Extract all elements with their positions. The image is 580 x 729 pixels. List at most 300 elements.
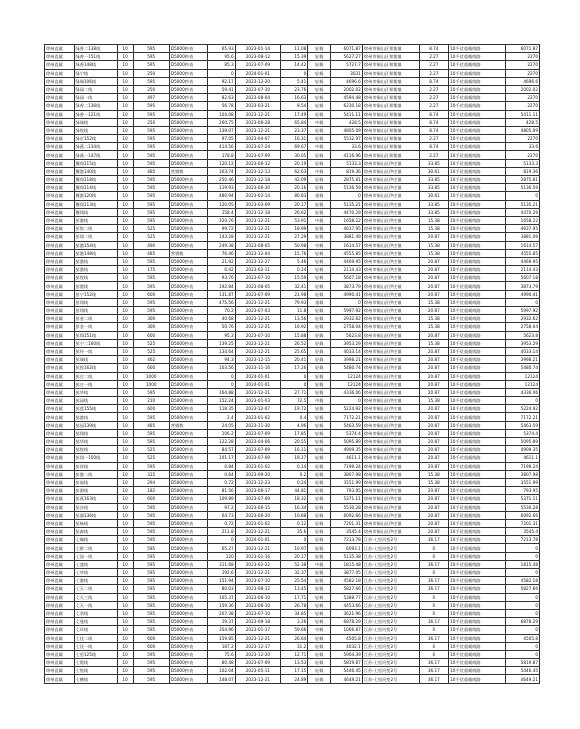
voltage-cell: 10	[117, 650, 133, 658]
source-cell: D5000抄表	[169, 274, 208, 282]
table-row	[45, 438, 540, 446]
date-cell: 2023-01-17	[235, 626, 280, 634]
load-rate-cell: 59.66	[281, 626, 308, 634]
voltage-cell: 10	[117, 176, 133, 184]
open-capacity-cell: 4649.21	[505, 675, 539, 683]
data-table	[44, 44, 540, 684]
source-cell: D5000抄表	[169, 487, 208, 495]
substation-cell: 徐州市铜山区郑集镇	[362, 53, 419, 61]
load-rate-cell: 0.24	[281, 478, 308, 486]
open-capacity-cell: 2270	[505, 135, 539, 143]
available-capacity-cell: 4909.35	[331, 446, 363, 454]
category-cell: 10千伏重载线路	[449, 159, 506, 167]
available-capacity-cell: 3998.21	[331, 356, 363, 364]
open-capacity-cell: 5480.74	[505, 364, 539, 372]
load-rate-cell: 32.41	[281, 282, 308, 290]
max-load-cell: 85.3	[208, 61, 235, 69]
substation-cell: 徐州市铜山区伊庄镇	[362, 282, 419, 290]
unit-cell: 徐州直属	[45, 216, 75, 224]
line-name-cell: 彭港线	[74, 266, 117, 274]
voltage-cell: 10	[117, 528, 133, 536]
unit-cell: 徐州直属	[45, 126, 75, 134]
voltage-cell: 10	[117, 544, 133, 552]
table-row	[45, 249, 540, 257]
max-load-cell: 151.94	[208, 577, 235, 585]
voltage-cell: 10	[117, 298, 133, 306]
open-capacity-cell: 3881.49	[505, 233, 539, 241]
open-capacity-cell: 7201.31	[505, 519, 539, 527]
line-name-cell: 彭源线	[74, 487, 117, 495]
open-capacity-cell: 5136.59	[505, 184, 539, 192]
date-cell: 2023-06-28	[235, 118, 280, 126]
line-name-cell: 七天二线	[74, 585, 117, 593]
table-row	[45, 356, 540, 364]
load-rate-cell: 18.32	[281, 495, 308, 503]
line-name-cell: 鹰翔线	[74, 208, 117, 216]
substation-cell: 徐州市铜山区伊庄镇	[362, 380, 419, 388]
status-cell: 轻载	[308, 323, 331, 331]
category-cell: 10千伏重载线路	[449, 192, 506, 200]
capacity-cell: 525	[133, 339, 169, 347]
category-cell: 10千伏重载线路	[449, 135, 506, 143]
capacity-cell: 600	[133, 642, 169, 650]
category-cell: 10千伏重载线路	[449, 233, 506, 241]
voltage-cell: 10	[117, 274, 133, 282]
category-cell: 10千伏重载线路	[449, 618, 506, 626]
voltage-cell: 10	[117, 118, 133, 126]
open-capacity-cell: 3545.4	[505, 528, 539, 536]
capacity-cell: 595	[133, 413, 169, 421]
substation-margin-cell: 8.74	[419, 45, 449, 53]
open-capacity-cell: 1815.48	[505, 560, 539, 568]
table-row	[45, 143, 540, 151]
table-row	[45, 446, 540, 454]
source-cell: D5000抄表	[169, 307, 208, 315]
table-row	[45, 544, 540, 552]
unit-cell: 徐州直属	[45, 102, 75, 110]
date-cell: 2023-01-14	[235, 45, 280, 53]
open-capacity-cell: 4582.18	[505, 577, 539, 585]
line-name-cell: 彭经一线	[74, 347, 117, 355]
line-name-cell: 彭华线	[74, 438, 117, 446]
substation-margin-cell: 36.17	[419, 675, 449, 683]
source-cell: D5000抄表	[169, 511, 208, 519]
status-cell: 轻载	[308, 364, 331, 372]
substation-cell: 江苏-七里河变2号	[362, 667, 419, 675]
date-cell: 2023-07-03	[235, 307, 280, 315]
substation-cell: 徐州市铜山区伊庄镇	[362, 364, 419, 372]
substation-margin-cell: 15.38	[419, 478, 449, 486]
date-cell: 2023-01-02	[235, 413, 280, 421]
max-load-cell: 97.2	[208, 503, 235, 511]
unit-cell: 徐州直属	[45, 421, 75, 429]
available-capacity-cell: 3873.79	[331, 282, 363, 290]
max-load-cell: 311.68	[208, 560, 235, 568]
voltage-cell: 10	[117, 266, 133, 274]
category-cell: 10千伏重载线路	[449, 323, 506, 331]
available-capacity-cell: 3807.98	[331, 470, 363, 478]
load-rate-cell: 17.26	[281, 364, 308, 372]
table-row	[45, 282, 540, 290]
load-rate-cell: 20.41	[281, 356, 308, 364]
available-capacity-cell: 6230.18	[331, 102, 363, 110]
voltage-cell: 10	[117, 519, 133, 527]
date-cell: 2023-07-10	[235, 609, 280, 617]
max-load-cell: 95.6	[208, 53, 235, 61]
category-cell: 10千伏重载线路	[449, 626, 506, 634]
max-load-cell: 75.6	[208, 650, 235, 658]
open-capacity-cell: 2270	[505, 61, 539, 69]
table-row	[45, 45, 540, 53]
max-load-cell: 102.04	[208, 667, 235, 675]
max-load-cell: 76.46	[208, 249, 235, 257]
substation-cell: 徐州市铜山区伊庄镇	[362, 462, 419, 470]
status-cell: 轻载	[308, 618, 331, 626]
source-cell: D5000抄表	[169, 495, 208, 503]
capacity-cell: 595	[133, 503, 169, 511]
substation-cell: 江苏-七里河变2号	[362, 659, 419, 667]
capacity-cell: 595	[133, 126, 169, 134]
voltage-cell: 10	[117, 307, 133, 315]
status-cell: 轻载	[308, 126, 331, 134]
substation-margin-cell: 15.38	[419, 225, 449, 233]
line-name-cell: 彭沙线	[74, 503, 117, 511]
source-cell: D5000抄表	[169, 118, 208, 126]
open-capacity-cell: 0	[505, 626, 539, 634]
max-load-cell: 158.4	[208, 208, 235, 216]
substation-margin-cell: 0	[419, 552, 449, 560]
available-capacity-cell: 6071.87	[331, 45, 363, 53]
max-load-cell: 70.2	[208, 307, 235, 315]
unit-cell: 徐州直属	[45, 85, 75, 93]
capacity-cell: 595	[133, 45, 169, 53]
open-capacity-cell: 4637.95	[505, 225, 539, 233]
line-name-cell: 彭湖136线	[74, 511, 117, 519]
unit-cell: 徐州直属	[45, 380, 75, 388]
line-name-cell: 彭祥线	[74, 462, 117, 470]
capacity-cell: 600	[133, 495, 169, 503]
capacity-cell: 595	[133, 135, 169, 143]
source-cell: D5000抄表	[169, 135, 208, 143]
voltage-cell: 10	[117, 225, 133, 233]
table-row	[45, 421, 540, 429]
date-cell: 2023-07-09	[235, 446, 280, 454]
substation-margin-cell: 0	[419, 593, 449, 601]
capacity-cell: 595	[133, 593, 169, 601]
category-cell: 10千伏重载线路	[449, 143, 506, 151]
date-cell: 2024-01-01	[235, 372, 280, 380]
table-row	[45, 347, 540, 355]
line-name-cell: 彭金一线	[74, 323, 117, 331]
max-load-cell: 50.76	[208, 323, 235, 331]
open-capacity-cell: 7213.78	[505, 536, 539, 544]
status-cell: 轻载	[308, 282, 331, 290]
substation-margin-cell: 36.17	[419, 659, 449, 667]
load-rate-cell: 0.24	[281, 266, 308, 274]
unit-cell: 徐州直属	[45, 323, 75, 331]
category-cell: 10千伏重载线路	[449, 454, 506, 462]
open-capacity-cell: 6092.66	[505, 511, 539, 519]
available-capacity-cell: 5827.66	[331, 585, 363, 593]
substation-margin-cell: 15.38	[419, 339, 449, 347]
unit-cell: 徐州直属	[45, 167, 75, 175]
unit-cell: 徐州直属	[45, 487, 75, 495]
voltage-cell: 10	[117, 356, 133, 364]
status-cell: 轻载	[308, 413, 331, 421]
line-name-cell: 彭翔151线	[74, 331, 117, 339]
max-load-cell: 139.07	[208, 126, 235, 134]
substation-cell: 徐州市铜山区郑集镇	[362, 143, 419, 151]
open-capacity-cell: 0	[505, 298, 539, 306]
category-cell: 10千伏重载线路	[449, 478, 506, 486]
available-capacity-cell: 793.95	[331, 487, 363, 495]
status-cell: 轻载	[308, 77, 331, 85]
status-cell: 中载	[308, 167, 331, 175]
substation-cell: 徐州市铜山区郑集镇	[362, 110, 419, 118]
capacity-cell: 595	[133, 675, 169, 683]
available-capacity-cell: 7199.24	[331, 462, 363, 470]
max-load-cell: 159.36	[208, 601, 235, 609]
category-cell: 10千伏重载线路	[449, 241, 506, 249]
category-cell: 10千伏重载线路	[449, 593, 506, 601]
line-name-cell: 绿园一线	[74, 94, 117, 102]
load-rate-cell: 3.26	[281, 618, 308, 626]
voltage-cell: 10	[117, 560, 133, 568]
status-cell: 中载	[308, 626, 331, 634]
open-capacity-cell: 0	[505, 397, 539, 405]
line-name-cell: 彭福线	[74, 478, 117, 486]
substation-margin-cell: 20.87	[419, 438, 449, 446]
substation-margin-cell: 20.87	[419, 413, 449, 421]
substation-margin-cell: 33.85	[419, 208, 449, 216]
substation-margin-cell: 33.85	[419, 159, 449, 167]
load-rate-cell: 17.49	[281, 110, 308, 118]
open-capacity-cell: 2270	[505, 102, 539, 110]
unit-cell: 徐州直属	[45, 69, 75, 77]
status-cell: 轻载	[308, 495, 331, 503]
category-cell: 10千伏重载线路	[449, 511, 506, 519]
unit-cell: 徐州直属	[45, 528, 75, 536]
source-cell: D5000抄表	[169, 315, 208, 323]
voltage-cell: 10	[117, 536, 133, 544]
substation-margin-cell: 20.87	[419, 462, 449, 470]
category-cell: 10千伏重载线路	[449, 151, 506, 159]
substation-margin-cell: 2.27	[419, 85, 449, 93]
line-name-cell: 彭悦线	[74, 274, 117, 282]
max-load-cell: 82.63	[208, 94, 235, 102]
unit-cell: 徐州直属	[45, 446, 75, 454]
available-capacity-cell: 4611.1	[331, 454, 363, 462]
available-capacity-cell: 6878.29	[331, 618, 363, 626]
max-load-cell: 134.64	[208, 347, 235, 355]
load-rate-cell: 69.67	[281, 143, 308, 151]
voltage-cell: 10	[117, 372, 133, 380]
table-row	[45, 626, 540, 634]
voltage-cell: 10	[117, 143, 133, 151]
substation-cell: 徐州市铜山区伊庄镇	[362, 356, 419, 364]
source-cell: D5000抄表	[169, 143, 208, 151]
table-row	[45, 609, 540, 617]
line-name-cell: 彭港二线	[74, 470, 117, 478]
unit-cell: 徐州直属	[45, 667, 75, 675]
available-capacity-cell: 2002.02	[331, 85, 363, 93]
substation-cell: 江苏-七里河变2号	[362, 626, 419, 634]
substation-cell: 徐州市铜山区伊庄镇	[362, 331, 419, 339]
unit-cell: 徐州直属	[45, 233, 75, 241]
substation-cell: 徐州市铜山区伊庄镇	[362, 225, 419, 233]
date-cell: 2023-05-11	[235, 667, 280, 675]
status-cell: 轻载	[308, 577, 331, 585]
unit-cell: 徐州直属	[45, 94, 75, 102]
source-cell: D5000抄表	[169, 290, 208, 298]
available-capacity-cell: 2875.81	[331, 176, 363, 184]
load-rate-cell: 0.4	[281, 413, 308, 421]
load-rate-cell: 0.12	[281, 519, 308, 527]
category-cell: 10千伏重载线路	[449, 650, 506, 658]
open-capacity-cell: 1658.22	[505, 216, 539, 224]
table-row	[45, 274, 540, 282]
substation-margin-cell: 0	[419, 609, 449, 617]
source-cell: D5000抄表	[169, 593, 208, 601]
substation-cell: 徐州市铜山区郑集镇	[362, 135, 419, 143]
date-cell: 2023-07-09	[235, 454, 280, 462]
capacity-cell: 485	[133, 167, 169, 175]
available-capacity-cell: 1658.22	[331, 216, 363, 224]
available-capacity-cell: 5727.7	[331, 61, 363, 69]
date-cell: 2023-02-11	[235, 266, 280, 274]
substation-margin-cell: 0	[419, 642, 449, 650]
category-cell: 10千伏重载线路	[449, 577, 506, 585]
date-cell: 2023-12-21	[235, 315, 280, 323]
capacity-cell: 595	[133, 53, 169, 61]
source-cell: D5000抄表	[169, 470, 208, 478]
date-cell: 2024-01-01	[235, 380, 280, 388]
unit-cell: 徐州直属	[45, 560, 75, 568]
load-rate-cell: 31.2	[281, 642, 308, 650]
unit-cell: 徐州直属	[45, 61, 75, 69]
line-name-cell: 彭庄一线	[74, 380, 117, 388]
unit-cell: 徐州直属	[45, 519, 75, 527]
load-rate-cell: 17.71	[281, 593, 308, 601]
max-load-cell: 65.27	[208, 544, 235, 552]
capacity-cell: 595	[133, 282, 169, 290]
load-rate-cell: 50.98	[281, 241, 308, 249]
voltage-cell: 10	[117, 495, 133, 503]
unit-cell: 徐州直属	[45, 511, 75, 519]
capacity-cell: 182	[133, 487, 169, 495]
date-cell: 2023-11-16	[235, 364, 280, 372]
available-capacity-cell: 2758.04	[331, 323, 363, 331]
category-cell: 10千伏重载线路	[449, 659, 506, 667]
open-capacity-cell: 1614.57	[505, 241, 539, 249]
available-capacity-cell: 1066.87	[331, 626, 363, 634]
table-row	[45, 94, 540, 102]
substation-margin-cell: 20.87	[419, 519, 449, 527]
available-capacity-cell: 3953.29	[331, 339, 363, 347]
date-cell: 2023-06-10	[235, 601, 280, 609]
max-load-cell: 164.88	[208, 388, 235, 396]
status-cell: 轻载	[308, 347, 331, 355]
status-cell: 轻载	[308, 94, 331, 102]
capacity-cell: 595	[133, 511, 169, 519]
load-rate-cell: 0	[281, 69, 308, 77]
status-cell: 轻载	[308, 511, 331, 519]
substation-margin-cell: 20.87	[419, 511, 449, 519]
capacity-cell: 595	[133, 528, 169, 536]
status-cell: 轻载	[308, 151, 331, 159]
load-rate-cell: 20.19	[281, 159, 308, 167]
category-cell: 10千伏重载线路	[449, 290, 506, 298]
table-row	[45, 454, 540, 462]
substation-margin-cell: 20.87	[419, 347, 449, 355]
open-capacity-cell: 819.36	[505, 167, 539, 175]
line-name-cell: 彭庄二线	[74, 372, 117, 380]
available-capacity-cell: 7201.31	[331, 519, 363, 527]
source-cell: D5000抄表	[169, 257, 208, 265]
line-name-cell: 七曼线	[74, 618, 117, 626]
category-cell: 10千伏重载线路	[449, 315, 506, 323]
load-rate-cell: 27.71	[281, 388, 308, 396]
substation-cell: 徐州市铜山区伊庄镇	[362, 274, 419, 282]
open-capacity-cell: 0	[505, 569, 539, 577]
substation-cell: 徐州市铜山区伊庄镇	[362, 339, 419, 347]
voltage-cell: 10	[117, 421, 133, 429]
capacity-cell: 462	[133, 356, 169, 364]
capacity-cell: 595	[133, 536, 169, 544]
max-load-cell: 178.8	[208, 151, 235, 159]
open-capacity-cell: 4470.29	[505, 208, 539, 216]
line-name-cell: 彭森线	[74, 528, 117, 536]
substation-cell: 徐州市铜山区郑集镇	[362, 77, 419, 85]
source-cell: D5000抄表	[169, 577, 208, 585]
available-capacity-cell: 33.6	[331, 143, 363, 151]
table-row	[45, 429, 540, 437]
table-row	[45, 257, 540, 265]
date-cell: 2023-07-10	[235, 577, 280, 585]
capacity-cell: 595	[133, 298, 169, 306]
open-capacity-cell: 4505.8	[505, 634, 539, 642]
date-cell: 2023-01-03	[235, 397, 280, 405]
category-cell: 10千伏重载线路	[449, 503, 506, 511]
table-row	[45, 577, 540, 585]
voltage-cell: 10	[117, 184, 133, 192]
source-cell: D5000抄表	[169, 347, 208, 355]
substation-margin-cell: 8.74	[419, 118, 449, 126]
voltage-cell: 10	[117, 249, 133, 257]
available-capacity-cell: 5374.4	[331, 429, 363, 437]
line-name-cell: 七华线	[74, 569, 117, 577]
source-cell: D5000抄表	[169, 126, 208, 134]
capacity-cell: 525	[133, 454, 169, 462]
substation-margin-cell: 20.87	[419, 274, 449, 282]
max-load-cell: 148.07	[208, 675, 235, 683]
table-row	[45, 53, 540, 61]
table-row	[45, 290, 540, 298]
table-row	[45, 667, 540, 675]
status-cell: 轻载	[308, 61, 331, 69]
substation-margin-cell: 30.61	[419, 192, 449, 200]
available-capacity-cell: 2114.43	[331, 266, 363, 274]
category-cell: 10千伏重载线路	[449, 126, 506, 134]
status-cell: 轻载	[308, 200, 331, 208]
status-cell: 轻载	[308, 528, 331, 536]
voltage-cell: 10	[117, 347, 133, 355]
open-capacity-cell: 7172.21	[505, 413, 539, 421]
unit-cell: 徐州直属	[45, 143, 75, 151]
substation-cell: 徐州市铜山区伊庄镇	[362, 454, 419, 462]
load-rate-cell: 10.88	[281, 511, 308, 519]
date-cell: 2023-12-17	[235, 642, 280, 650]
